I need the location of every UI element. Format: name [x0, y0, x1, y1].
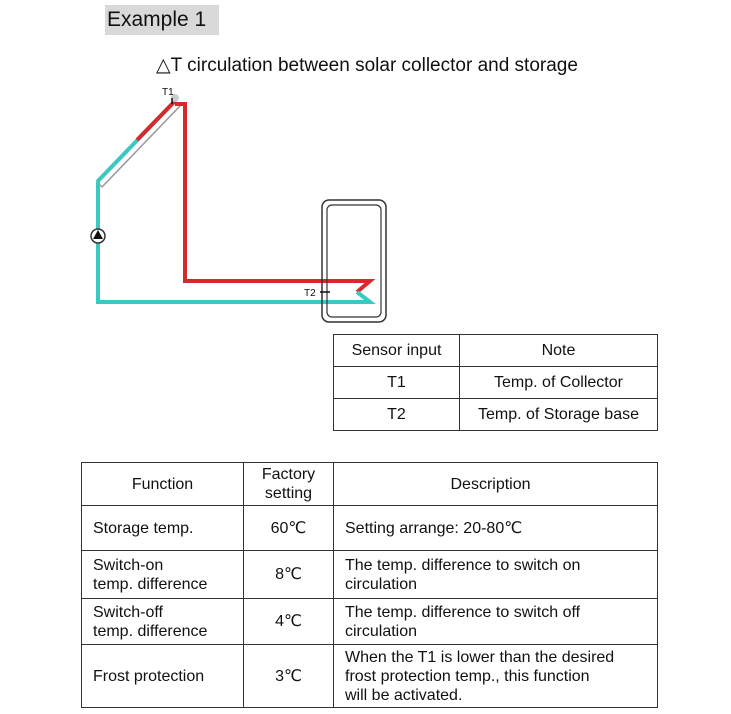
diagram-subtitle: △T circulation between solar collector and storage [156, 55, 578, 76]
sensor-input-table [333, 334, 658, 431]
header-factory-setting [244, 463, 334, 506]
description-text: The temp. difference to switch on [345, 556, 581, 574]
sensor-t1-marker [162, 87, 179, 104]
table-row [334, 399, 658, 431]
header-note: Note [460, 335, 658, 367]
sensor-cell: T2 [334, 399, 460, 431]
function-text: Storage temp. [93, 519, 194, 537]
sensor-t1-label: T1 [162, 87, 174, 98]
description-text: When the T1 is lower than the desired [345, 648, 615, 666]
function-cell [82, 645, 244, 708]
function-cell [82, 506, 244, 551]
function-cell [82, 599, 244, 645]
header-sensor-input: Sensor input [334, 335, 460, 367]
example-title: Example 1 [105, 5, 219, 35]
function-text: temp. difference [93, 575, 208, 593]
description-text: frost protection temp., this function [345, 667, 590, 685]
setting-cell: 8℃ [244, 551, 334, 599]
function-text: Frost protection [93, 667, 205, 685]
sensor-t2-marker [304, 288, 330, 299]
header-factory-line1: Factory [261, 466, 316, 483]
function-cell [82, 551, 244, 599]
table-row [82, 551, 658, 599]
header-description: Description [334, 463, 658, 506]
table-row [82, 506, 658, 551]
solar-circulation-diagram [0, 0, 731, 330]
description-text: will be activated. [345, 686, 463, 704]
setting-cell: 60℃ [244, 506, 334, 551]
description-cell [334, 645, 658, 708]
pump-arrow-icon [91, 229, 105, 243]
header-function: Function [82, 463, 244, 506]
table-header-row [334, 335, 658, 367]
function-text: Switch-off [93, 603, 163, 621]
description-text: circulation [345, 622, 418, 640]
table-row [82, 645, 658, 708]
hot-flow-pipe [175, 104, 370, 292]
description-text: circulation [345, 575, 418, 593]
setting-cell: 3℃ [244, 645, 334, 708]
description-text: Setting arrange: 20-80℃ [345, 519, 523, 537]
header-factory-line2: setting [264, 485, 313, 502]
description-cell [334, 551, 658, 599]
table-row [334, 367, 658, 399]
sensor-cell: T1 [334, 367, 460, 399]
note-cell: Temp. of Storage base [460, 399, 658, 431]
note-cell: Temp. of Collector [460, 367, 658, 399]
table-header-row [82, 463, 658, 506]
function-settings-table [81, 462, 658, 708]
solar-collector-panel [97, 101, 180, 187]
setting-cell: 4℃ [244, 599, 334, 645]
sensor-t2-label: T2 [304, 288, 316, 299]
function-text: temp. difference [93, 622, 208, 640]
description-cell [334, 599, 658, 645]
table-row [82, 599, 658, 645]
function-text: Switch-on [93, 556, 164, 574]
description-cell [334, 506, 658, 551]
description-text: The temp. difference to switch off [345, 603, 581, 621]
